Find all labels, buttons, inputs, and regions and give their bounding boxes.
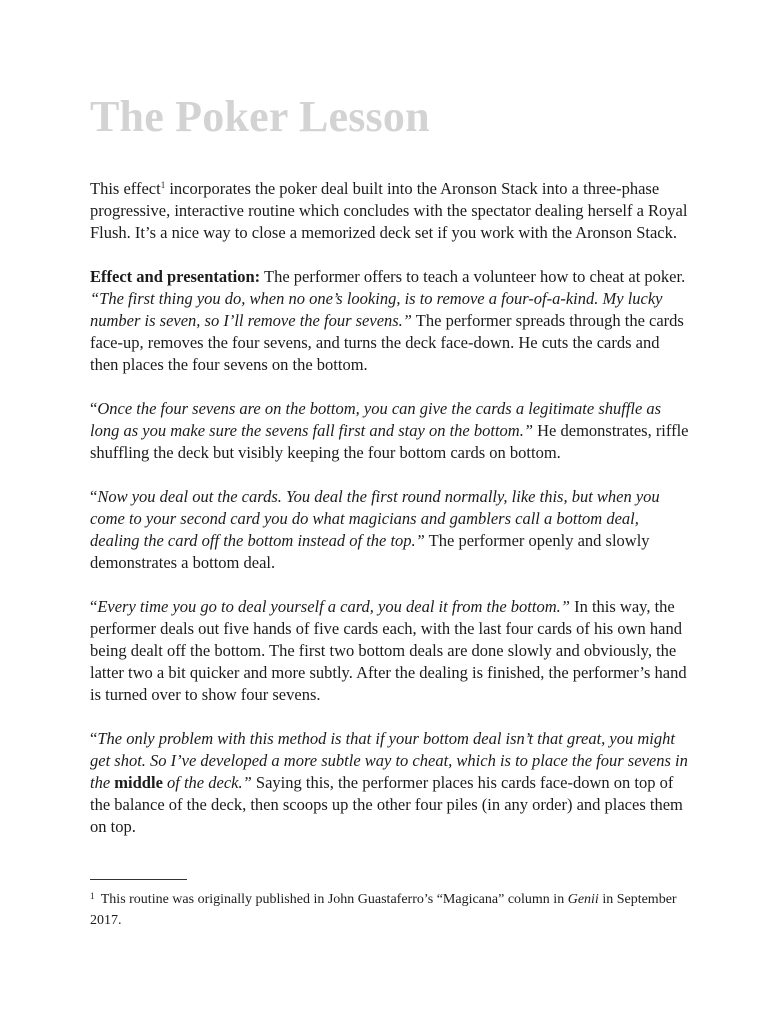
footnote-mark: 1 [90,891,95,901]
intro-text-rest: incorporates the poker deal built into the Aronson Stack into a three-phase progressive, interactive routine which concludes with the spectator dealing herself a Royal Flush. It’s a nice way to close a memorized deck set if you work with the Aronson Stack. [90,179,688,242]
narration-text: The performer openly and slowly demonstrates a bottom deal. [90,531,650,572]
emphasis-word: middle [114,773,163,792]
effect-text: The performer offers to teach a volunteer how to cheat at poker. [260,267,686,286]
effect-text: The performer spreads through the cards face-up, removes the four sevens, and turns the deck face-down. He cuts the cards and then places the four sevens on the bottom. [90,311,684,374]
dialogue-quote: Once the four sevens are on the bottom, you can give the cards a legitimate shuffle as long as you make sure the sevens fall first and stay on the bottom.” [90,399,662,440]
quote-open: “ [90,399,98,418]
effect-paragraph [90,266,690,376]
dialogue-quote: “The first thing you do, when no one’s looking, is to remove a four-of-a-kind. My lucky number is seven, so I’ll remove the four sevens.” [90,289,663,330]
bottom-deal-paragraph [90,596,690,706]
deal-paragraph [90,486,690,574]
footnote-reference: 1 [160,180,166,190]
footnote-divider [90,879,187,880]
narration-text: In this way, the performer deals out five hands of five cards each, with the last four cards of his own hand being dealt off the bottom. The first two bottom deals are done slowly and obviously, the latter two a bit quicker and more subtly. After the dealing is finished, the performer’s hand is turned over to show four sevens. [90,597,687,704]
intro-text-start: This effect [90,179,161,198]
middle-paragraph [90,728,690,838]
footnote-text: in September 2017. [90,892,677,928]
footnote-text: This routine was originally published in John Guastaferro’s “Magicana” column in [97,892,568,907]
intro-paragraph [90,178,690,244]
narration-text: He demonstrates, riffle shuffling the deck but visibly keeping the four bottom cards on bottom. [90,421,689,462]
dialogue-quote: of the deck.” [162,773,252,792]
publication-name: Genii [567,892,599,907]
footnote [90,889,690,931]
dialogue-quote: Every time you go to deal yourself a card, you deal it from the bottom.” [97,597,570,616]
document-body [90,178,690,860]
narration-text: Saying this, the performer places his cards face-down on top of the balance of the deck, then scoops up the other four piles (in any order) and places them on top. [90,773,683,836]
quote-open: “ [90,597,98,616]
dialogue-quote: Now you deal out the cards. You deal the first round normally, like this, but when you come to your second card you do what magicians and gamblers call a bottom deal, dealing the card off the bottom instead of the top.” [90,487,660,550]
quote-open: “ [90,487,98,506]
page-title: The Poker Lesson [90,92,430,141]
quote-open: “ [90,729,98,748]
dialogue-quote: The only problem with this method is that if your bottom deal isn’t that great, you might get shot. So I’ve developed a more subtle way to cheat, which is to place the four sevens in the [90,729,688,792]
shuffle-paragraph [90,398,690,464]
section-heading: Effect and presentation: [90,267,261,286]
